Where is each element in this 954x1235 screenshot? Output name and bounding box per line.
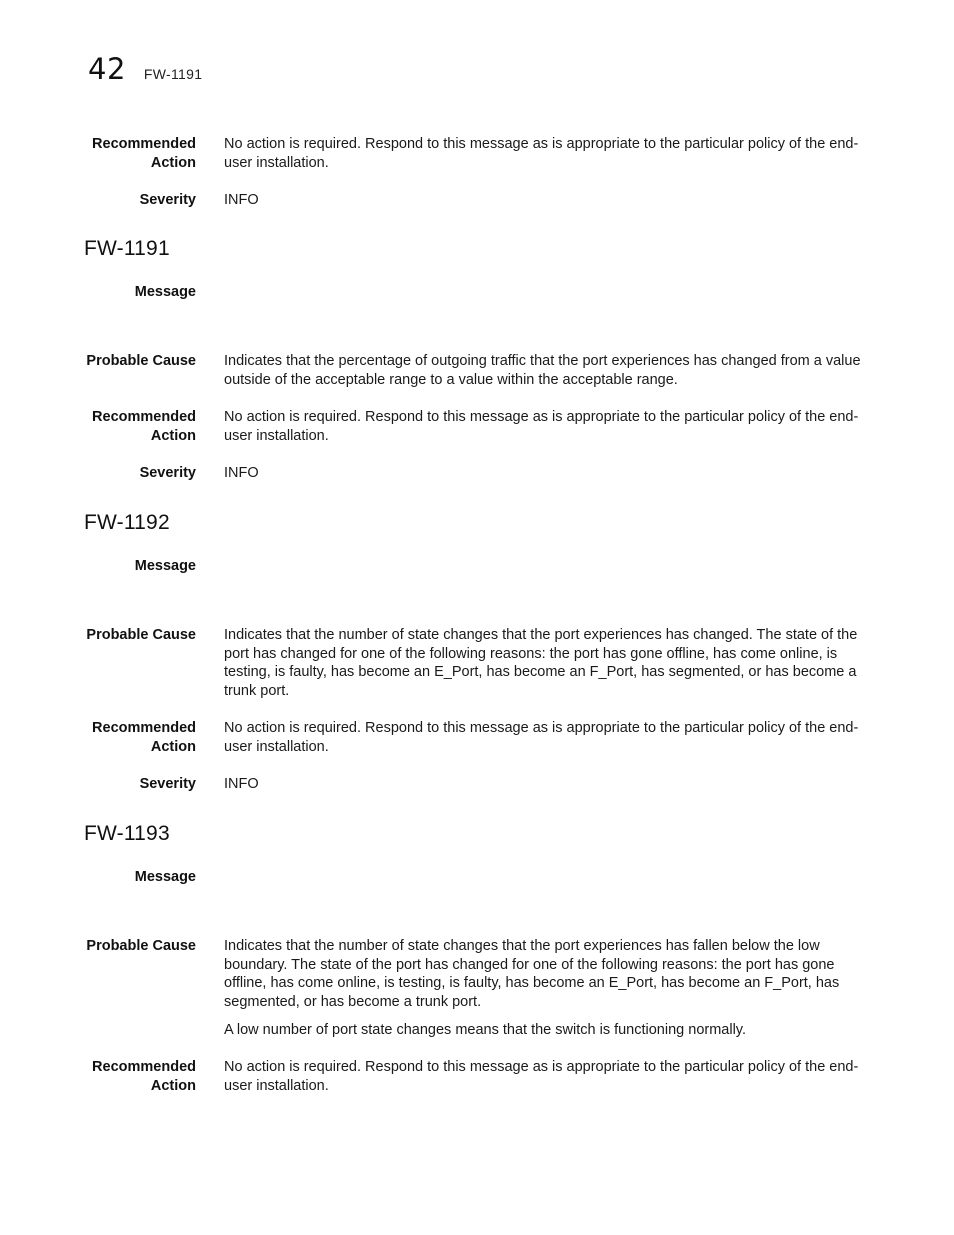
probable-cause-text: Indicates that the number of state changes that the port experiences has changed. The state of the port has changed for one of the following reasons: the port has gone offline, has come online, is testing, is faulty, has become an E_Port, has become an F_Port, has segmented, or has become a trunk port. [224,627,858,699]
recommended-action-text: No action is required. Respond to this message as is appropriate to the particular policy of the end-user installation. [224,1059,859,1094]
running-title: FW-1191 [143,66,203,82]
recommended-action-text: No action is required. Respond to this message as is appropriate to the particular policy of the end-user installation. [224,136,859,171]
recommended-action-text: No action is required. Respond to this message as is appropriate to the particular policy of the end-user installation. [224,409,859,444]
recommended-action-label [40,135,196,172]
probable-cause-label: Probable Cause [86,353,196,369]
probable-cause-label: Probable Cause [86,938,196,954]
label-line-1: Recommended [92,136,196,152]
probable-cause-note: A low number of port state changes means that the switch is functioning normally. [224,1022,746,1038]
severity-label: Severity [139,192,196,208]
label-line-2: Action [150,154,196,171]
probable-cause-text: Indicates that the number of state changes that the port experiences has fallen below the low boundary. The state of the port has changed for one of the following reasons: the port has gone offline, has come online, is testing, is faulty, has become an E_Port, has become an F_Port, has segmented, or has become a trunk port. [224,938,840,1010]
recommended-action-text: No action is required. Respond to this message as is appropriate to the particular policy of the end-user installation. [224,720,859,755]
recommended-action-label [40,719,196,756]
label-line-2: Action [150,738,196,755]
probable-cause-label: Probable Cause [86,627,196,643]
section-title-fw-1191: FW-1191 [84,237,170,260]
severity-value: INFO [224,192,259,208]
label-line-2: Action [150,1077,196,1094]
message-label: Message [134,869,196,885]
severity-value: INFO [224,465,259,481]
severity-label: Severity [139,776,196,792]
label-line-2: Action [150,427,196,444]
running-header [88,52,202,86]
probable-cause-text: Indicates that the percentage of outgoing traffic that the port experiences has changed from a value outside of the acceptable range to a value within the acceptable range. [224,353,861,388]
message-label: Message [134,558,196,574]
section-title-fw-1193: FW-1193 [84,822,170,845]
recommended-action-label [40,408,196,445]
message-label: Message [134,284,196,300]
section-title-fw-1192: FW-1192 [84,511,170,534]
severity-value: INFO [224,776,259,792]
label-line-1: Recommended [92,409,196,425]
page-number: 42 [88,52,126,86]
label-line-1: Recommended [92,720,196,736]
label-line-1: Recommended [92,1059,196,1075]
severity-label: Severity [139,465,196,481]
recommended-action-label [40,1058,196,1095]
